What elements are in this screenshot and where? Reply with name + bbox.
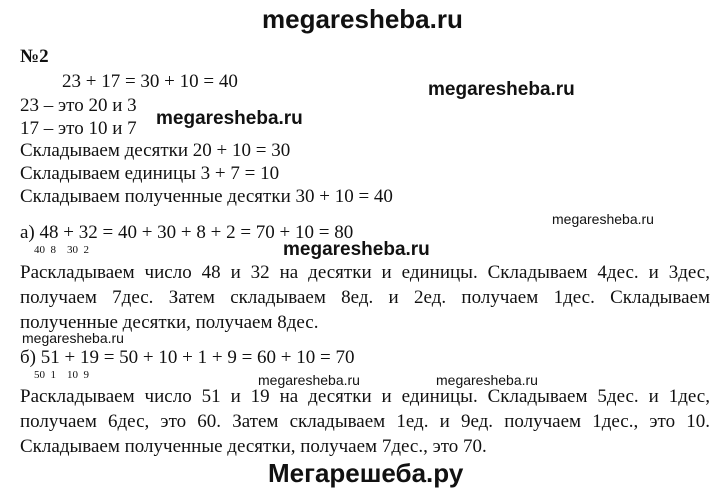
watermark-right: megaresheba.ru bbox=[428, 79, 575, 100]
explanation-line: Складываем полученные десятки 30 + 10 = 40 bbox=[20, 186, 393, 207]
main-equation: 23 + 17 = 30 + 10 = 40 bbox=[62, 71, 238, 92]
watermark-small-mid2: megaresheba.ru bbox=[436, 372, 538, 388]
explanation-line: 23 – это 20 и 3 bbox=[20, 95, 137, 116]
part-b-explanation bbox=[20, 384, 710, 459]
paragraph-line: получаем 7дес. Затем складываем 8ед. и 2ед. получаем 1дес. Складываем bbox=[20, 287, 710, 308]
paragraph-line: Раскладываем число 51 и 19 на десятки и единицы. Складываем 5дес. и 1дес, bbox=[20, 386, 710, 407]
explanation-line: Складываем единицы 3 + 7 = 10 bbox=[20, 163, 280, 184]
watermark-middle: megaresheba.ru bbox=[283, 239, 430, 260]
part-b-decomposition: 50 1 10 9 bbox=[34, 369, 89, 381]
watermark-small-mid1: megaresheba.ru bbox=[258, 372, 360, 388]
part-a-explanation bbox=[20, 260, 710, 335]
paragraph-line: получаем 6дес, это 60. Затем складываем 1ед. и 9ед. получаем 1дес., это 10. bbox=[20, 411, 710, 432]
watermark-top: megaresheba.ru bbox=[262, 4, 463, 34]
watermark-small-left: megaresheba.ru bbox=[22, 330, 124, 346]
part-a-equation: а) 48 + 32 = 40 + 30 + 8 + 2 = 70 + 10 = 80 bbox=[20, 222, 354, 243]
paragraph-line: полученные десятки, получаем 8дес. bbox=[20, 312, 319, 333]
watermark-small-right: megaresheba.ru bbox=[552, 211, 654, 227]
part-b-equation: б) 51 + 19 = 50 + 10 + 1 + 9 = 60 + 10 = 70 bbox=[20, 347, 355, 368]
watermark-bottom: Мегарешеба.ру bbox=[268, 458, 464, 488]
paragraph-line: Складываем полученные десятки, получаем 7дес., это 70. bbox=[20, 436, 487, 457]
explanation-line: Складываем десятки 20 + 10 = 30 bbox=[20, 140, 291, 161]
task-number: №2 bbox=[20, 46, 49, 67]
explanation-line: 17 – это 10 и 7 bbox=[20, 118, 137, 139]
part-a-decomposition: 40 8 30 2 bbox=[34, 244, 89, 256]
paragraph-line: Раскладываем число 48 и 32 на десятки и единицы. Складываем 4дес. и 3дес, bbox=[20, 262, 710, 283]
watermark-left: megaresheba.ru bbox=[156, 108, 303, 129]
